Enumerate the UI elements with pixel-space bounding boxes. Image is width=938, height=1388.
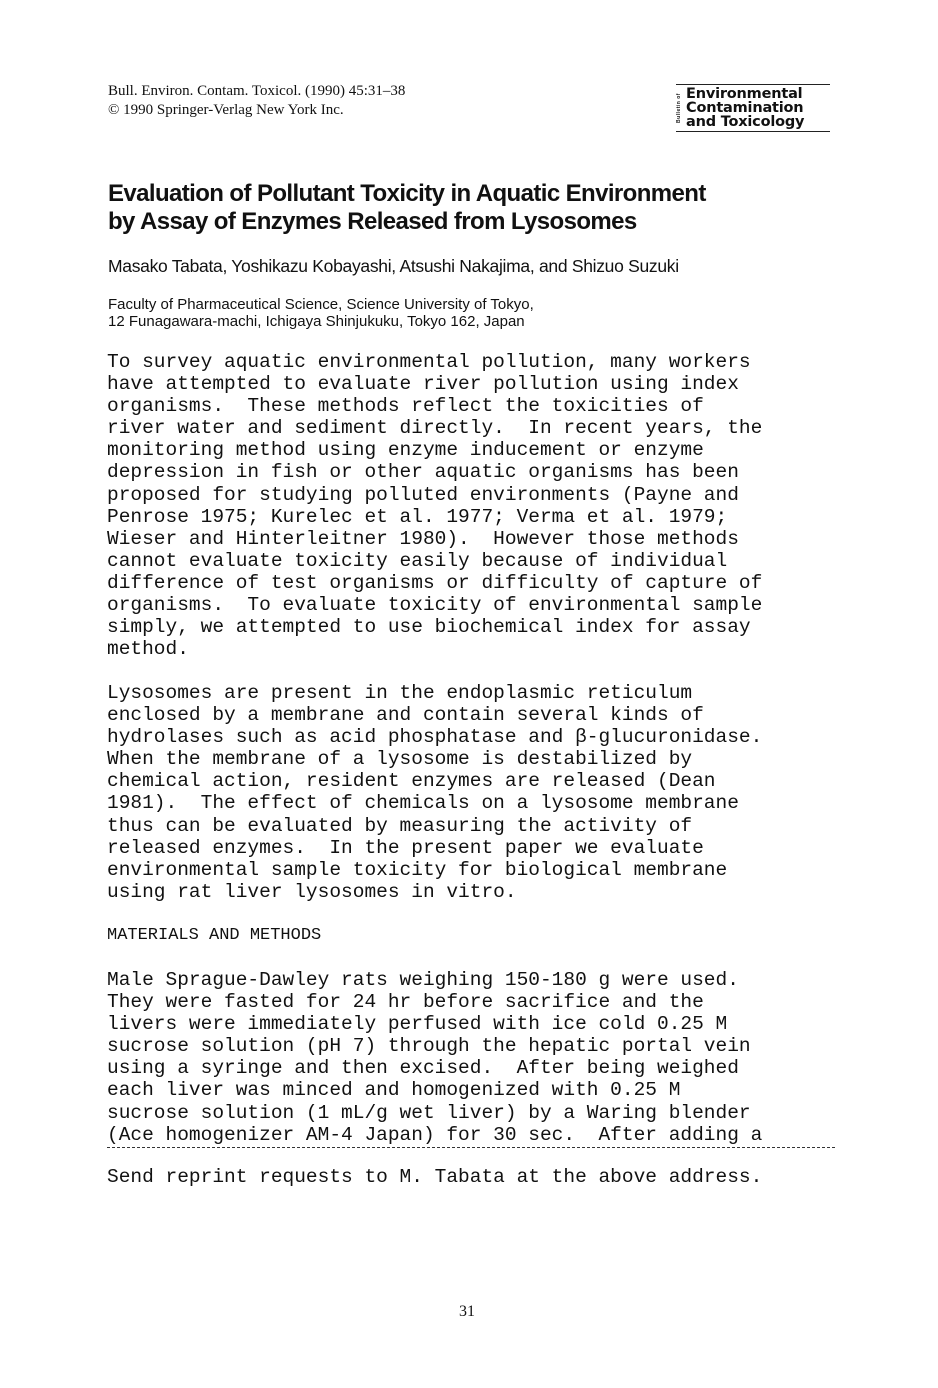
citation-copyright: © 1990 Springer-Verlag New York Inc. bbox=[108, 102, 344, 118]
text-line: enclosed by a membrane and contain several kinds of bbox=[107, 704, 704, 727]
article-title bbox=[108, 180, 828, 236]
text-line: Lysosomes are present in the endoplasmic reticulum bbox=[107, 682, 693, 704]
text-line: proposed for studying polluted environments (Payne and bbox=[107, 483, 739, 506]
text-line: depression in fish or other aquatic organisms has been bbox=[107, 461, 739, 484]
text-line: difference of test organisms or difficulty of capture of bbox=[107, 571, 763, 594]
text-line: method. bbox=[107, 638, 189, 661]
affiliation-line-1: Faculty of Pharmaceutical Science, Science University of Tokyo, bbox=[108, 296, 534, 313]
text-line: each liver was minced and homogenized with 0.25 M bbox=[107, 1079, 681, 1102]
logo-side-text: Bulletin of bbox=[676, 93, 682, 123]
title-line-1: Evaluation of Pollutant Toxicity in Aquatic Environment bbox=[108, 180, 706, 207]
text-line: They were fasted for 24 hr before sacrifice and the bbox=[107, 991, 704, 1014]
text-line: (Ace homogenizer AM-4 Japan) for 30 sec. After adding a bbox=[107, 1123, 763, 1146]
text-line: thus can be evaluated by measuring the activity of bbox=[107, 814, 693, 837]
text-line: monitoring method using enzyme inducement or enzyme bbox=[107, 439, 704, 462]
text-line: using a syringe and then excised. After being weighed bbox=[107, 1057, 739, 1080]
logo-line-environmental: Environmental bbox=[686, 86, 803, 102]
text-line: hydrolases such as acid phosphatase and β-glucuronidase. bbox=[107, 726, 763, 749]
text-line: To survey aquatic environmental pollution, many workers bbox=[107, 351, 751, 373]
paragraph-lysosomes bbox=[107, 682, 762, 903]
text-line: Penrose 1975; Kurelec et al. 1977; Verma et al. 1979; bbox=[107, 505, 728, 528]
text-line: sucrose solution (pH 7) through the hepatic portal vein bbox=[107, 1035, 751, 1058]
author-list: Masako Tabata, Yoshikazu Kobayashi, Atsushi Nakajima, and Shizuo Suzuki bbox=[108, 256, 679, 276]
logo-line-contamination: Contamination bbox=[686, 100, 804, 116]
journal-logo bbox=[676, 84, 830, 132]
text-line: Wieser and Hinterleitner 1980). However those methods bbox=[107, 527, 739, 550]
paragraph-methods bbox=[107, 969, 762, 1146]
text-line: Male Sprague-Dawley rats weighing 150-180 g were used. bbox=[107, 969, 739, 991]
text-line: simply, we attempted to use biochemical index for assay bbox=[107, 616, 751, 639]
affiliation-line-2: 12 Funagawara-machi, Ichigaya Shinjukuku, Tokyo 162, Japan bbox=[108, 313, 525, 330]
text-line: organisms. To evaluate toxicity of environmental sample bbox=[107, 594, 763, 617]
text-line: river water and sediment directly. In recent years, the bbox=[107, 417, 763, 440]
logo-top-rule bbox=[676, 84, 830, 85]
logo-line-toxicology: and Toxicology bbox=[686, 114, 805, 130]
text-line: sucrose solution (1 mL/g wet liver) by a Waring blender bbox=[107, 1101, 751, 1124]
section-heading: MATERIALS AND METHODS bbox=[107, 926, 322, 945]
logo-bottom-rule bbox=[676, 131, 830, 132]
citation-journal: Bull. Environ. Contam. Toxicol. (1990) 45:31–38 bbox=[108, 83, 406, 99]
citation-block bbox=[108, 82, 405, 120]
text-line: chemical action, resident enzymes are released (Dean bbox=[107, 770, 716, 793]
title-line-2: by Assay of Enzymes Released from Lysosomes bbox=[108, 208, 637, 235]
footnote-divider bbox=[107, 1147, 835, 1148]
text-line: cannot evaluate toxicity easily because of individual bbox=[107, 549, 728, 572]
page-number: 31 bbox=[459, 1303, 475, 1320]
text-line: 1981). The effect of chemicals on a lysosome membrane bbox=[107, 792, 739, 815]
text-line: using rat liver lysosomes in vitro. bbox=[107, 880, 517, 903]
text-line: organisms. These methods reflect the toxicities of bbox=[107, 395, 704, 418]
text-line: released enzymes. In the present paper we evaluate bbox=[107, 836, 704, 859]
text-line: livers were immediately perfused with ice cold 0.25 M bbox=[107, 1013, 728, 1036]
text-line: have attempted to evaluate river pollution using index bbox=[107, 373, 739, 396]
text-line: When the membrane of a lysosome is destabilized by bbox=[107, 748, 693, 771]
affiliation bbox=[108, 296, 534, 330]
paragraph-introduction bbox=[107, 351, 762, 660]
text-line: environmental sample toxicity for biological membrane bbox=[107, 858, 728, 881]
footnote: Send reprint requests to M. Tabata at the above address. bbox=[107, 1166, 763, 1188]
